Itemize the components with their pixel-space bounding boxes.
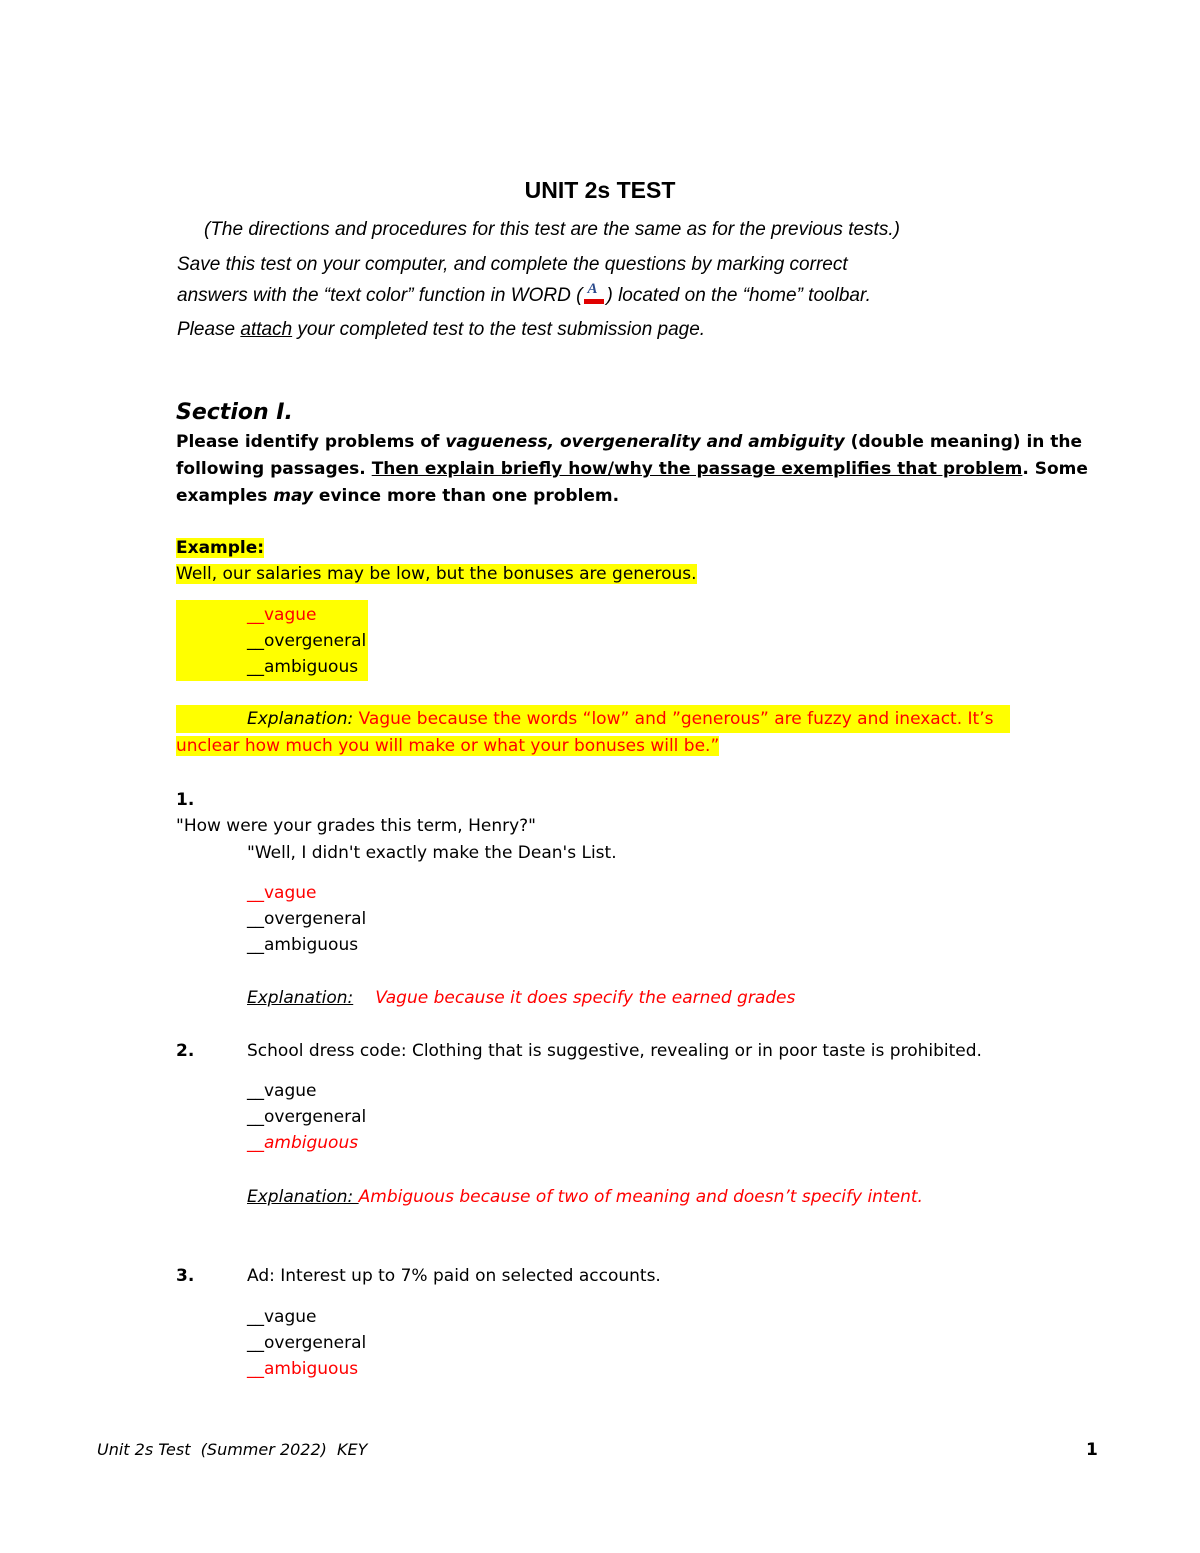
text-color-letter: A [587, 281, 598, 297]
question-3-text: Ad: Interest up to 7% paid on selected accounts. [247, 1266, 661, 1286]
question-1-line-2: "Well, I didn't exactly make the Dean's List. [247, 843, 617, 863]
intro-line-2: Save this test on your computer, and complete the questions by marking correct [177, 254, 848, 275]
intro-line-1: (The directions and procedures for this test are the same as for the previous tests.) [204, 219, 900, 240]
example-option-ambiguous: __ambiguous [247, 657, 359, 677]
question-1-line-1: "How were your grades this term, Henry?" [176, 816, 537, 836]
example-explanation-line-1 [247, 709, 993, 729]
section-heading: Section I. [176, 400, 293, 425]
question-1-explanation-label: Explanation: [247, 988, 354, 1008]
instr-3a: examples [176, 486, 274, 506]
question-1-option-overgeneral: __overgeneral [247, 909, 367, 929]
example-explanation-label: Explanation: [247, 709, 354, 729]
page-number: 1 [1086, 1440, 1098, 1460]
question-2-explanation [247, 1187, 923, 1207]
question-3-option-vague: __vague [247, 1307, 317, 1327]
example-explanation-text-1: Vague because the words “low” and ”generous” are fuzzy and inexact. It’s [353, 709, 994, 729]
attach-word: attach [240, 319, 293, 340]
instructions-line-2 [176, 459, 1088, 479]
example-option-vague: __vague [247, 605, 317, 625]
instr-2b: Then explain briefly how/why the passage exemplifies that problem [371, 459, 1023, 479]
question-3-number: 3. [176, 1266, 195, 1286]
page-title: UNIT 2s TEST [524, 177, 676, 203]
intro-line-4 [177, 319, 705, 341]
instr-2a: following passages. [176, 459, 372, 479]
instructions-line-3 [176, 486, 619, 506]
question-3-option-overgeneral: __overgeneral [247, 1333, 367, 1353]
question-1-option-vague: __vague [247, 883, 317, 903]
example-explanation-line-2: unclear how much you will make or what your bonuses will be.” [176, 736, 720, 756]
question-2-number: 2. [176, 1041, 195, 1061]
question-2-option-ambiguous: __ambiguous [247, 1133, 359, 1153]
intro-line-4b: your completed test to the test submission page. [292, 319, 706, 340]
footer-left: Unit 2s Test (Summer 2022) KEY [97, 1440, 368, 1459]
intro-line-3a: answers with the “text color” function in WORD ( [177, 285, 583, 306]
instr-3c: evince more than one problem. [313, 486, 620, 506]
intro-line-4a: Please [177, 319, 241, 340]
text-color-icon [582, 281, 606, 307]
question-1-number: 1. [176, 790, 195, 810]
instr-2c: . Some [1022, 459, 1088, 479]
intro-line-3b: ) located on the “home” toolbar. [606, 285, 871, 306]
instr-1c: (double meaning) in the [844, 432, 1083, 452]
question-1-explanation [247, 988, 795, 1008]
instr-1b: vagueness, overgenerality and ambiguity [445, 432, 845, 452]
instructions-line-1 [176, 432, 1082, 452]
instr-3b: may [273, 486, 313, 506]
example-option-overgeneral: __overgeneral [247, 631, 367, 651]
question-2-explanation-label: Explanation: [247, 1187, 359, 1207]
question-1-explanation-text: Vague because it does specify the earned grades [375, 988, 796, 1008]
question-2-option-overgeneral: __overgeneral [247, 1107, 367, 1127]
question-2-explanation-text: Ambiguous because of two of meaning and doesn’t specify intent. [358, 1187, 923, 1207]
text-color-bar [584, 299, 604, 304]
question-3-option-ambiguous: __ambiguous [247, 1359, 359, 1379]
question-2-option-vague: __vague [247, 1081, 317, 1101]
question-2-text: School dress code: Clothing that is suggestive, revealing or in poor taste is prohibited. [247, 1041, 982, 1061]
example-passage: Well, our salaries may be low, but the bonuses are generous. [176, 564, 697, 584]
example-label: Example: [176, 538, 265, 558]
instr-1a: Please identify problems of [176, 432, 446, 452]
question-1-option-ambiguous: __ambiguous [247, 935, 359, 955]
intro-line-3 [177, 281, 871, 307]
